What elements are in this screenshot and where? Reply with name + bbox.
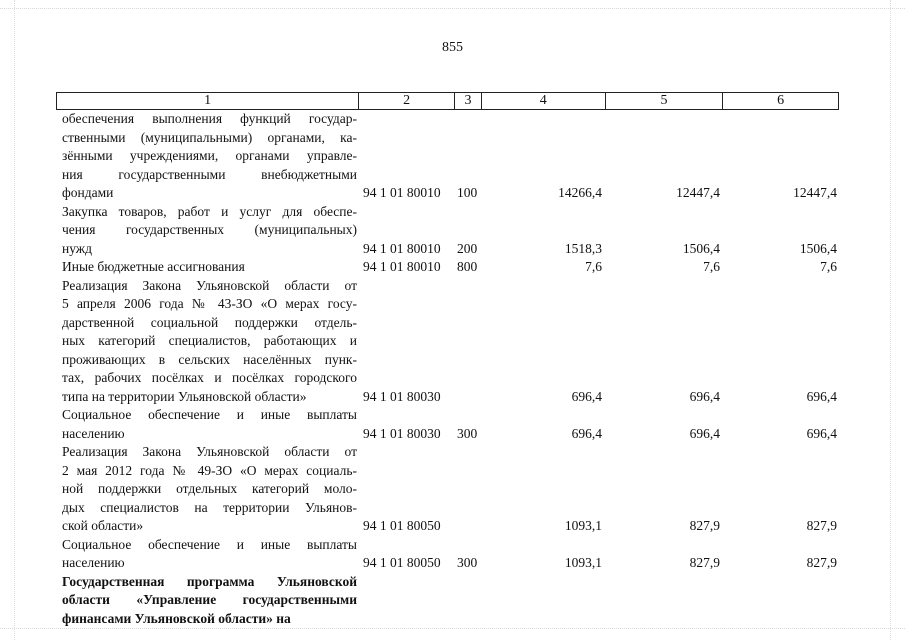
row-expense-type: 300	[457, 555, 478, 570]
row-description	[56, 277, 359, 407]
row-code: 94 1 01 80010	[363, 185, 441, 200]
description-line: фондами	[62, 185, 114, 200]
row-value-col5: 1506,4	[682, 240, 720, 256]
description-line: ственными (муниципальными) органами, ка-	[62, 129, 357, 145]
description-line: 2 мая 2012 года № 49-ЗО «О мерах социаль-	[62, 462, 357, 478]
scan-artifact-top	[0, 8, 905, 10]
row-description	[56, 406, 359, 443]
header-col-1: 1	[57, 93, 359, 109]
row-expense-type: 100	[457, 185, 478, 200]
description-line: ния государственными внебюджетными	[62, 166, 357, 182]
page-number: 855	[442, 40, 463, 55]
header-col-4: 4	[482, 93, 606, 109]
header-col-2: 2	[359, 93, 455, 109]
row-value-col5: 827,9	[689, 555, 720, 570]
row-value-col6: 827,9	[806, 555, 837, 570]
description-line: 5 апреля 2006 года № 43-ЗО «О мерах госу-	[62, 296, 357, 311]
row-value-col5: 696,4	[689, 425, 720, 441]
row-value-col4: 1518,3	[564, 240, 602, 256]
header-col-6: 6	[777, 93, 785, 108]
row-value-col4: 1093,1	[564, 555, 602, 570]
row-value-col6: 827,9	[806, 518, 837, 533]
header-col-5: 5	[606, 93, 724, 109]
budget-table	[56, 92, 839, 628]
description-line: дарственной социальной поддержки отдель-	[62, 314, 357, 330]
row-value-col6: 696,4	[806, 425, 837, 441]
row-description	[56, 443, 359, 536]
table-header-row	[56, 92, 839, 110]
row-value-col4: 696,4	[571, 425, 602, 441]
description-line: ской области»	[62, 518, 144, 533]
table-row	[56, 573, 839, 629]
row-value-col5: 827,9	[689, 518, 720, 533]
description-line: ной поддержки отдельных категорий моло-	[62, 481, 357, 496]
header-col-3: 3	[455, 93, 482, 109]
description-line: Государственная программа Ульяновской	[62, 573, 357, 589]
description-line: типа на территории Ульяновской области»	[62, 388, 307, 404]
row-expense-type: 300	[457, 425, 478, 441]
table-row	[56, 406, 839, 443]
description-line: Иные бюджетные ассигнования	[62, 259, 245, 274]
row-description	[56, 110, 359, 203]
description-line: дых специалистов на территории Ульянов-	[62, 499, 357, 515]
row-value-col5: 7,6	[703, 259, 720, 274]
row-value-col6: 696,4	[806, 388, 837, 404]
table-row	[56, 277, 839, 407]
row-code: 94 1 01 80010	[363, 259, 441, 274]
row-expense-type: 200	[457, 240, 478, 256]
description-line: тах, рабочих посёлках и посёлках городского	[62, 370, 357, 385]
row-description	[56, 258, 359, 277]
row-value-col4: 7,6	[585, 259, 602, 274]
row-code: 94 1 01 80050	[363, 518, 441, 533]
row-value-col6: 1506,4	[799, 240, 837, 256]
description-line: проживающих в сельских населённых пунк-	[62, 351, 357, 367]
description-line: населению	[62, 555, 125, 570]
description-line: Реализация Закона Ульяновской области от	[62, 277, 357, 293]
row-value-col4: 14266,4	[558, 185, 602, 200]
scan-artifact-bottom	[0, 628, 905, 630]
scan-edge-right	[890, 0, 892, 640]
description-line: Социальное обеспечение и иные выплаты	[62, 407, 357, 422]
description-line: области «Управление государственными	[62, 592, 357, 607]
description-line: Социальное обеспечение и иные выплаты	[62, 536, 357, 552]
description-line: населению	[62, 425, 125, 441]
description-line: финансами Ульяновской области» на	[62, 610, 291, 626]
table-row	[56, 258, 839, 277]
table-row	[56, 443, 839, 536]
table-row	[56, 110, 839, 203]
table-body	[56, 110, 839, 628]
table-row	[56, 203, 839, 259]
description-line: Реализация Закона Ульяновской области от	[62, 444, 357, 459]
row-description	[56, 203, 359, 259]
row-code: 94 1 01 80010	[363, 240, 441, 256]
row-description	[56, 536, 359, 573]
row-value-col5: 12447,4	[676, 185, 720, 200]
row-code: 94 1 01 80030	[363, 388, 441, 404]
row-value-col6: 7,6	[820, 259, 837, 274]
description-line: зёнными учреждениями, органами управле-	[62, 148, 357, 163]
row-code: 94 1 01 80050	[363, 555, 441, 570]
row-value-col6: 12447,4	[793, 185, 837, 200]
scan-edge-left	[14, 0, 16, 640]
description-line: нужд	[62, 240, 92, 256]
description-line: Закупка товаров, работ и услуг для обеспе-	[62, 203, 357, 219]
description-line: обеспечения выполнения функций государ-	[62, 111, 357, 126]
row-value-col5: 696,4	[689, 388, 720, 404]
description-line: чения государственных (муниципальных)	[62, 222, 357, 237]
description-line: ных категорий специалистов, работающих и	[62, 333, 357, 348]
table-row	[56, 536, 839, 573]
row-value-col4: 696,4	[571, 388, 602, 404]
row-description	[56, 573, 359, 629]
row-expense-type: 800	[457, 259, 478, 274]
row-value-col4: 1093,1	[564, 518, 602, 533]
row-code: 94 1 01 80030	[363, 425, 441, 441]
